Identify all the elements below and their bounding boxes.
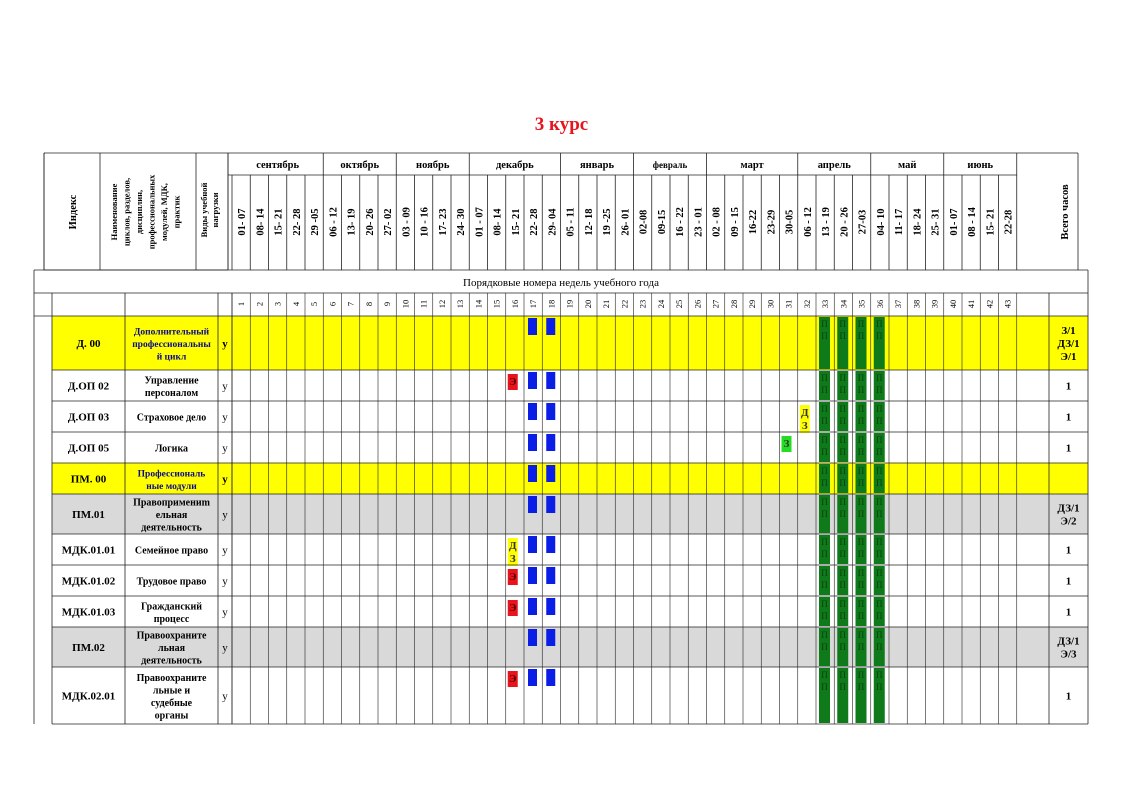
row-load-type: у bbox=[222, 575, 228, 588]
row-highlight-gray bbox=[52, 627, 1088, 667]
row-load-type: у bbox=[222, 380, 228, 393]
practice-label: П bbox=[839, 478, 846, 488]
row-index: МДК.02.01 bbox=[61, 690, 116, 703]
week-number-label: 17 bbox=[528, 299, 539, 309]
week-number-label: 5 bbox=[309, 301, 320, 307]
week-number-label: 6 bbox=[327, 301, 338, 307]
practice-label: П bbox=[821, 416, 828, 426]
row-name-line: органы bbox=[154, 710, 189, 722]
name-header-line: Наименование bbox=[109, 183, 119, 241]
week-range-label: 01- 07 bbox=[948, 208, 960, 236]
exam-mark-label: Э bbox=[509, 602, 517, 614]
practice-label: П bbox=[876, 549, 883, 559]
week-number-label: 14 bbox=[473, 299, 484, 309]
practice-label: П bbox=[839, 580, 846, 590]
week-range-label: 22- 28 bbox=[291, 208, 303, 236]
pass-mark-label: З bbox=[783, 438, 790, 450]
practice-label: П bbox=[839, 435, 846, 445]
practice-label: П bbox=[821, 599, 828, 609]
week-number-label: 2 bbox=[254, 301, 265, 307]
practice-label: П bbox=[857, 331, 865, 341]
row-name-line: Правоохраните bbox=[136, 672, 207, 684]
week-number-label: 23 bbox=[637, 299, 648, 309]
week-number-label: 4 bbox=[290, 301, 301, 307]
practice-label: П bbox=[839, 568, 846, 578]
week-number-label: 11 bbox=[418, 299, 429, 309]
vacation-block bbox=[546, 629, 555, 646]
row-total: 1 bbox=[1065, 380, 1072, 393]
row-index: МДК.01.02 bbox=[61, 575, 116, 588]
week-range-label: 29- 04 bbox=[547, 208, 559, 236]
week-range-label: 01- 07 bbox=[237, 208, 249, 236]
vacation-block bbox=[546, 496, 555, 513]
practice-label: П bbox=[839, 385, 846, 395]
practice-label: П bbox=[839, 416, 846, 426]
index-header: Индекс bbox=[68, 194, 79, 230]
practice-label: П bbox=[876, 580, 883, 590]
week-number-label: 33 bbox=[820, 299, 831, 309]
practice-label: П bbox=[821, 568, 828, 578]
week-number-label: 20 bbox=[582, 299, 593, 309]
week-number-label: 36 bbox=[874, 299, 885, 309]
practice-label: П bbox=[876, 478, 883, 488]
month-label: февраль bbox=[652, 160, 688, 170]
practice-label: П bbox=[821, 373, 828, 383]
row-total: 1 bbox=[1065, 411, 1072, 424]
week-range-label: 19 -25 bbox=[602, 208, 614, 236]
practice-label: П bbox=[821, 466, 828, 476]
practice-label: П bbox=[821, 611, 828, 621]
row-name-line: льные и bbox=[152, 685, 191, 697]
vacation-block bbox=[528, 496, 537, 513]
practice-label: П bbox=[821, 478, 828, 488]
week-range-label: 22-28 bbox=[1003, 209, 1015, 235]
week-number-label: 31 bbox=[783, 299, 794, 309]
row-total: 1 bbox=[1065, 442, 1072, 455]
row-name-line: профессиональны bbox=[132, 340, 211, 350]
practice-label: П bbox=[876, 670, 883, 680]
week-number-label: 21 bbox=[601, 299, 612, 309]
row-load-type: у bbox=[222, 690, 228, 703]
practice-label: П bbox=[876, 537, 883, 547]
weeks-caption: Порядковые номера недель учебного года bbox=[463, 277, 659, 289]
month-label: январь bbox=[579, 160, 615, 171]
row-load-type: у bbox=[222, 606, 228, 619]
week-range-label: 18- 24 bbox=[912, 208, 924, 236]
week-range-label: 13 - 19 bbox=[821, 207, 833, 237]
name-header-line: циклов, разделов, bbox=[121, 177, 132, 247]
month-label: июнь bbox=[967, 160, 994, 171]
practice-label: П bbox=[857, 447, 865, 457]
vacation-block bbox=[528, 372, 537, 389]
practice-label: П bbox=[839, 630, 846, 640]
exam-mark-label: Э bbox=[509, 571, 517, 583]
practice-label: П bbox=[839, 642, 846, 652]
week-range-label: 08- 14 bbox=[255, 208, 267, 236]
week-number-label: 8 bbox=[363, 301, 374, 307]
week-range-label: 15- 21 bbox=[985, 208, 997, 236]
month-label: ноябрь bbox=[416, 160, 450, 171]
practice-label: П bbox=[821, 404, 828, 414]
week-number-label: 30 bbox=[765, 299, 776, 309]
week-number-label: 1 bbox=[236, 301, 247, 307]
row-name-line: льная bbox=[157, 643, 186, 654]
week-range-label: 12- 18 bbox=[583, 208, 595, 236]
credit-mark-label: З bbox=[509, 553, 516, 565]
vacation-block bbox=[528, 318, 537, 335]
practice-label: П bbox=[821, 630, 828, 640]
vacation-block bbox=[546, 598, 555, 615]
practice-label: П bbox=[857, 435, 865, 445]
practice-label: П bbox=[857, 599, 865, 609]
practice-label: П bbox=[876, 373, 883, 383]
week-range-label: 15- 21 bbox=[273, 208, 285, 236]
row-index: Д.ОП 02 bbox=[67, 380, 110, 393]
practice-label: П bbox=[857, 642, 865, 652]
practice-label: П bbox=[839, 497, 846, 507]
row-highlight-yellow bbox=[52, 463, 1088, 494]
week-range-label: 20- 26 bbox=[364, 208, 376, 236]
practice-label: П bbox=[839, 404, 846, 414]
practice-label: П bbox=[857, 373, 865, 383]
week-range-label: 13- 19 bbox=[346, 208, 358, 236]
month-label: май bbox=[898, 160, 917, 171]
week-range-label: 24- 30 bbox=[456, 208, 468, 236]
week-range-label: 15- 21 bbox=[510, 208, 522, 236]
week-range-label: 06 - 12 bbox=[802, 207, 814, 237]
row-total: Э/2 bbox=[1060, 515, 1077, 528]
week-range-label: 22- 28 bbox=[529, 208, 541, 236]
practice-label: П bbox=[857, 385, 865, 395]
practice-label: П bbox=[876, 404, 883, 414]
week-number-label: 39 bbox=[929, 299, 940, 309]
practice-label: П bbox=[839, 611, 846, 621]
row-load-type: у bbox=[222, 338, 228, 350]
name-header-line: профессиональных bbox=[146, 174, 157, 250]
week-range-label: 16-22 bbox=[748, 209, 760, 235]
vacation-block bbox=[546, 567, 555, 584]
week-number-label: 18 bbox=[546, 299, 557, 309]
row-total: Э/1 bbox=[1060, 351, 1077, 363]
practice-label: П bbox=[876, 416, 883, 426]
week-number-label: 34 bbox=[838, 299, 849, 309]
load-header-line: нагрузки bbox=[210, 192, 220, 228]
credit-mark-label: З bbox=[801, 420, 808, 432]
practice-label: П bbox=[839, 670, 846, 680]
row-name-line: ные модули bbox=[146, 481, 197, 492]
vacation-block bbox=[528, 536, 537, 553]
practice-label: П bbox=[876, 435, 883, 445]
week-range-label: 10 - 16 bbox=[419, 207, 431, 237]
practice-label: П bbox=[876, 331, 883, 341]
week-number-label: 7 bbox=[345, 301, 356, 307]
vacation-block bbox=[546, 465, 555, 482]
row-name-line: персоналом bbox=[144, 387, 199, 399]
practice-label: П bbox=[857, 568, 865, 578]
practice-label: П bbox=[857, 549, 865, 559]
week-number-label: 32 bbox=[801, 299, 812, 309]
row-total: 1 bbox=[1065, 575, 1072, 588]
row-name-line: Управление bbox=[144, 375, 199, 387]
practice-label: П bbox=[876, 611, 883, 621]
month-label: декабрь bbox=[495, 160, 534, 171]
week-range-label: 05 - 11 bbox=[565, 207, 577, 237]
week-number-label: 13 bbox=[455, 299, 466, 309]
practice-label: П bbox=[839, 447, 846, 457]
practice-label: П bbox=[839, 599, 846, 609]
week-range-label: 09-15 bbox=[656, 209, 668, 235]
practice-label: П bbox=[821, 642, 828, 652]
week-number-label: 19 bbox=[564, 299, 575, 309]
week-range-label: 23-29 bbox=[766, 209, 778, 235]
practice-label: П bbox=[821, 580, 828, 590]
week-range-label: 27- 02 bbox=[383, 208, 395, 236]
vacation-block bbox=[546, 372, 555, 389]
week-range-label: 11- 17 bbox=[894, 208, 906, 236]
name-header-line: практик bbox=[171, 195, 182, 229]
row-load-type: у bbox=[222, 473, 228, 486]
week-range-label: 02 - 08 bbox=[711, 207, 723, 237]
load-header-line: Виды учебной bbox=[199, 182, 209, 238]
week-number-label: 28 bbox=[728, 299, 739, 309]
week-number-label: 41 bbox=[966, 299, 977, 309]
practice-label: П bbox=[857, 682, 865, 692]
total-header: Всего часов bbox=[1060, 184, 1071, 240]
row-total: 1 bbox=[1065, 606, 1072, 619]
week-range-label: 02-08 bbox=[638, 209, 650, 235]
week-number-label: 16 bbox=[509, 299, 520, 309]
practice-label: П bbox=[876, 385, 883, 395]
vacation-block bbox=[546, 434, 555, 451]
credit-mark-label: Д bbox=[800, 407, 809, 419]
practice-label: П bbox=[857, 416, 865, 426]
week-range-label: 06 - 12 bbox=[328, 207, 340, 237]
row-index: МДК.01.01 bbox=[61, 544, 116, 557]
practice-label: П bbox=[839, 466, 846, 476]
practice-label: П bbox=[821, 447, 828, 457]
week-number-label: 43 bbox=[1002, 299, 1013, 309]
row-load-type: у bbox=[222, 509, 228, 521]
practice-label: П bbox=[821, 549, 828, 559]
row-name-line: судебные bbox=[150, 697, 193, 709]
week-range-label: 08- 14 bbox=[492, 208, 504, 236]
week-number-label: 15 bbox=[491, 299, 502, 309]
practice-label: П bbox=[857, 509, 865, 519]
vacation-block bbox=[528, 567, 537, 584]
practice-label: П bbox=[821, 537, 828, 547]
week-range-label: 26- 01 bbox=[620, 208, 632, 236]
week-number-label: 24 bbox=[655, 299, 666, 309]
row-name-line: ельная bbox=[155, 510, 188, 521]
vacation-block bbox=[528, 434, 537, 451]
row-total: З/1 bbox=[1061, 325, 1076, 337]
practice-label: П bbox=[876, 497, 883, 507]
week-range-label: 20 - 26 bbox=[839, 207, 851, 237]
practice-label: П bbox=[839, 373, 846, 383]
practice-label: П bbox=[876, 599, 883, 609]
vacation-block bbox=[546, 669, 555, 686]
row-name-line: Семейное право bbox=[134, 545, 209, 557]
row-name-line: Правопримениm bbox=[133, 497, 210, 509]
week-range-label: 04- 10 bbox=[875, 208, 887, 236]
week-number-label: 38 bbox=[911, 299, 922, 309]
row-index: ПМ. 00 bbox=[70, 473, 107, 486]
practice-label: П bbox=[839, 331, 846, 341]
row-name-line: Гражданский bbox=[140, 601, 203, 613]
exam-mark-label: Э bbox=[509, 673, 517, 685]
practice-label: П bbox=[857, 466, 865, 476]
week-range-label: 23 - 01 bbox=[693, 207, 705, 237]
practice-label: П bbox=[857, 478, 865, 488]
name-header-line: модулей, МДК, bbox=[159, 183, 169, 241]
row-total: ДЗ/1 bbox=[1057, 635, 1080, 648]
practice-label: П bbox=[857, 580, 865, 590]
week-range-label: 25- 31 bbox=[930, 208, 942, 236]
practice-label: П bbox=[821, 319, 828, 329]
row-name-line: Логика bbox=[154, 443, 189, 455]
practice-label: П bbox=[876, 466, 883, 476]
practice-label: П bbox=[857, 497, 865, 507]
practice-label: П bbox=[876, 682, 883, 692]
week-number-label: 10 bbox=[400, 299, 411, 309]
week-number-label: 40 bbox=[947, 299, 958, 309]
vacation-block bbox=[546, 403, 555, 420]
practice-label: П bbox=[821, 385, 828, 395]
practice-label: П bbox=[821, 670, 828, 680]
practice-label: П bbox=[876, 642, 883, 652]
practice-label: П bbox=[839, 509, 846, 519]
week-range-label: 30-05 bbox=[784, 209, 796, 235]
row-index: ПМ.02 bbox=[72, 642, 105, 654]
week-range-label: 16 - 22 bbox=[675, 207, 687, 237]
row-index: ПМ.01 bbox=[72, 509, 105, 521]
row-load-type: у bbox=[222, 544, 228, 557]
practice-label: П bbox=[857, 404, 865, 414]
name-header-line: дисциплин, bbox=[134, 189, 144, 235]
week-number-label: 3 bbox=[272, 301, 283, 307]
practice-label: П bbox=[821, 331, 828, 341]
row-total: 1 bbox=[1065, 690, 1072, 703]
row-name-line: Дополнительный bbox=[133, 327, 210, 338]
practice-label: П bbox=[876, 319, 883, 329]
week-number-label: 42 bbox=[984, 299, 995, 309]
month-label: октябрь bbox=[340, 160, 380, 171]
row-load-type: у bbox=[222, 642, 228, 654]
vacation-block bbox=[528, 598, 537, 615]
practice-label: П bbox=[839, 682, 846, 692]
practice-label: П bbox=[857, 630, 865, 640]
row-load-type: у bbox=[222, 442, 228, 455]
row-name-line: Страховое дело bbox=[136, 412, 207, 424]
vacation-block bbox=[528, 465, 537, 482]
practice-label: П bbox=[857, 319, 865, 329]
week-number-label: 37 bbox=[893, 299, 904, 309]
row-index: МДК.01.03 bbox=[61, 606, 116, 619]
row-name-line: й цикл bbox=[156, 352, 187, 363]
vacation-block bbox=[528, 669, 537, 686]
row-index: Д.ОП 03 bbox=[67, 411, 110, 424]
week-range-label: 29 -05 bbox=[310, 208, 322, 236]
row-total: ДЗ/1 bbox=[1057, 502, 1080, 515]
week-range-label: 03 - 09 bbox=[401, 207, 413, 237]
row-name-line: деятельность bbox=[141, 655, 202, 667]
week-range-label: 01 - 07 bbox=[474, 207, 486, 237]
page-title: 3 курс bbox=[534, 114, 589, 135]
practice-label: П bbox=[857, 670, 865, 680]
row-name-line: Трудовое право bbox=[136, 576, 207, 588]
week-number-label: 9 bbox=[382, 301, 393, 307]
week-number-label: 25 bbox=[674, 299, 685, 309]
vacation-block bbox=[546, 536, 555, 553]
month-label: март bbox=[740, 160, 764, 171]
row-total: Э/3 bbox=[1060, 648, 1077, 661]
week-range-label: 09 - 15 bbox=[729, 207, 741, 237]
exam-mark-label: Э bbox=[509, 376, 517, 388]
practice-label: П bbox=[821, 682, 828, 692]
practice-label: П bbox=[821, 497, 828, 507]
practice-label: П bbox=[839, 537, 846, 547]
row-name-line: Правоохраните bbox=[136, 630, 207, 642]
practice-label: П bbox=[839, 549, 846, 559]
week-number-label: 27 bbox=[710, 299, 721, 309]
week-number-label: 22 bbox=[619, 299, 630, 309]
month-label: сентябрь bbox=[256, 160, 300, 171]
week-range-label: 17- 23 bbox=[437, 208, 449, 236]
week-number-label: 12 bbox=[436, 299, 447, 309]
row-index: Д. 00 bbox=[76, 338, 101, 350]
row-total: ДЗ/1 bbox=[1057, 338, 1080, 350]
row-total: 1 bbox=[1065, 544, 1072, 557]
week-number-label: 29 bbox=[747, 299, 758, 309]
vacation-block bbox=[528, 629, 537, 646]
practice-label: П bbox=[876, 447, 883, 457]
practice-label: П bbox=[857, 537, 865, 547]
practice-label: П bbox=[857, 611, 865, 621]
vacation-block bbox=[546, 318, 555, 335]
practice-label: П bbox=[876, 509, 883, 519]
week-number-label: 35 bbox=[856, 299, 867, 309]
week-range-label: 08 - 14 bbox=[967, 207, 979, 237]
row-name-line: деятельность bbox=[141, 522, 202, 534]
week-range-label: 27-03 bbox=[857, 209, 869, 235]
credit-mark-label: Д bbox=[508, 540, 517, 552]
row-name-line: процесс bbox=[153, 613, 190, 625]
row-index: Д.ОП 05 bbox=[67, 442, 110, 455]
month-label: апрель bbox=[817, 160, 851, 171]
vacation-block bbox=[528, 403, 537, 420]
row-load-type: у bbox=[222, 411, 228, 424]
practice-label: П bbox=[876, 630, 883, 640]
practice-label: П bbox=[821, 509, 828, 519]
practice-label: П bbox=[839, 319, 846, 329]
week-number-label: 26 bbox=[692, 299, 703, 309]
row-name-line: Профессиональ bbox=[137, 469, 206, 480]
practice-label: П bbox=[876, 568, 883, 578]
practice-label: П bbox=[821, 435, 828, 445]
